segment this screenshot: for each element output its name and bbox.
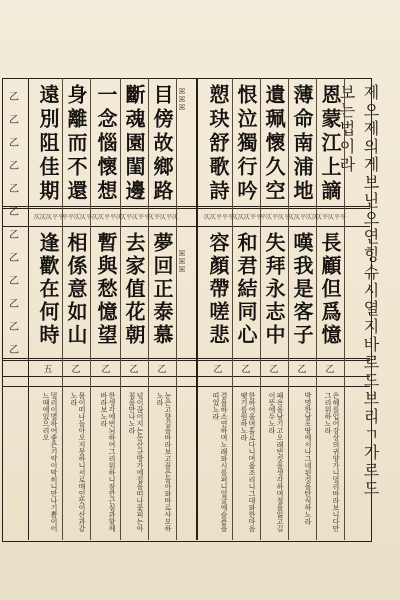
hanja-line: 恨泣獨行吟 xyxy=(234,84,258,204)
poem-line-lower xyxy=(62,232,90,347)
hanja-line: 身離而不還 xyxy=(64,84,88,204)
hanja-line: 愬玦舒歌詩 xyxy=(206,84,230,204)
hanja-line: 逢歡在何時 xyxy=(36,232,60,347)
tone-marks: 仄仄平平平 xyxy=(204,214,235,221)
divider-top xyxy=(2,206,370,209)
divider-notes xyxy=(2,386,370,387)
poem-line-upper xyxy=(316,84,344,204)
poem-line-lower xyxy=(288,232,316,347)
korean-annotation: 멀리이별하여좋은기약이막히니만나기쁨이어느때에있으리오 xyxy=(42,392,58,532)
tone-marks: 平平仄仄平 xyxy=(62,214,93,221)
hanja-line: 失拜永志中 xyxy=(262,232,286,347)
tone-marks: 平仄平仄平 xyxy=(260,214,291,221)
poem-line-lower xyxy=(204,232,232,347)
hanja-line: 相係意如山 xyxy=(64,232,88,347)
korean-annotation: 눈은고향길을바라보고꿈은돌아와바로사모하노라 xyxy=(156,392,172,532)
margin-title: 제오제의게보닌오연힝슈시열지바로도브리ㄱ가로도보는법이라 xyxy=(337,84,380,498)
poem-line-lower xyxy=(260,232,288,347)
bird-ornament: ꕤ ꕤ ꕤ xyxy=(178,249,186,274)
hanja-line: 去家值花朝 xyxy=(122,232,146,347)
left-marker: 乙 xyxy=(9,275,19,287)
poem-line-lower xyxy=(92,232,120,347)
tone-marks: 仄平仄平平 xyxy=(316,214,347,221)
tone-marks: 仄仄平仄仄 xyxy=(288,214,319,221)
divider-middle xyxy=(2,358,370,361)
left-marker: 乙 xyxy=(9,91,19,103)
poem-line-upper xyxy=(34,84,62,204)
korean-annotation: 한하여울며홀로다니며읊조리니그대와한마음맺기를원하노라 xyxy=(240,392,256,532)
korean-annotation: 박명한남포땅에서나그네된것을탄식하노라 xyxy=(304,392,312,525)
hanja-line: 嘆我是客子 xyxy=(290,232,314,347)
left-marker: 乙 xyxy=(9,252,19,264)
korean-annotation: 넋이끊어지는동산규방가에집을떠나꽃피는아침을만나노라 xyxy=(128,392,144,532)
left-marker: 乙 xyxy=(9,229,19,241)
left-marker: 乙 xyxy=(9,344,19,356)
divider-lower xyxy=(2,376,370,377)
poem-line-lower xyxy=(34,232,62,347)
hanja-line: 遠別阻佳期 xyxy=(36,84,60,204)
poem-line-upper xyxy=(260,84,288,204)
tone-marks: 仄仄平平仄 xyxy=(92,214,123,221)
bird-ornament: ꕤ ꕤ ꕤ xyxy=(178,87,186,112)
poem-line-upper xyxy=(62,84,90,204)
hanja-line: 和君結同心 xyxy=(234,232,258,347)
poem-line-upper xyxy=(204,84,232,204)
left-marker: 乙 xyxy=(9,321,19,333)
column-rule xyxy=(90,78,91,540)
korean-annotation: 결을하소연하며노래와시를펴니얼굴에슬픔을띠었노라 xyxy=(212,392,228,532)
column-number: 乙 xyxy=(269,365,279,375)
poem-line-upper xyxy=(92,84,120,204)
left-marker: 乙 xyxy=(9,183,19,195)
tone-marks: 仄仄仄平平 xyxy=(34,214,65,221)
korean-annotation: 한생각에번뇌하여그리워하니잠깐근심과함께바라보노라 xyxy=(100,392,116,532)
left-marker: 乙 xyxy=(9,206,19,218)
poem-line-lower xyxy=(316,232,344,347)
hanja-line: 薄命南浦地 xyxy=(290,84,314,204)
column-number: 五 xyxy=(43,365,53,375)
hanja-line: 容顏帶嗟悲 xyxy=(206,232,230,347)
divider-upper xyxy=(2,226,370,227)
poem-line-lower xyxy=(232,232,260,347)
tone-marks: 仄平仄平平 xyxy=(120,214,151,221)
column-number: 乙 xyxy=(101,365,111,375)
hanja-line: 一念惱懷想 xyxy=(94,84,118,204)
column-rule xyxy=(344,78,345,540)
left-marker: 乙 xyxy=(9,298,19,310)
column-number: 乙 xyxy=(325,365,335,375)
hanja-line: 暫與愁憶望 xyxy=(94,232,118,347)
poem-line-upper xyxy=(232,84,260,204)
tone-marks: 仄仄仄平平 xyxy=(232,214,263,221)
column-rule xyxy=(176,78,177,540)
hanja-line: 恩蒙江上謫 xyxy=(318,84,342,204)
column-number: 乙 xyxy=(241,365,251,375)
center-rule xyxy=(196,78,198,540)
korean-annotation: 은혜를입어강상의귀양가니멀리바라보니다만그리워하노라 xyxy=(324,392,340,532)
hanja-line: 遺珮懷久空 xyxy=(262,84,286,204)
left-column-rule xyxy=(28,78,29,540)
hanja-line: 目傍故鄉路 xyxy=(150,84,174,204)
column-number: 乙 xyxy=(213,365,223,375)
korean-annotation: 패옥을남기고오래빈것을생각하며절을잃고길이뜻에두노라 xyxy=(268,392,284,532)
column-number: 乙 xyxy=(297,365,307,375)
korean-annotation: 몸이떠나돌아오지못하니서로매인뜻이산과같노라 xyxy=(70,392,86,532)
tone-marks: 仄平仄平仄 xyxy=(148,214,179,221)
column-number: 乙 xyxy=(157,365,167,375)
hanja-line: 斷魂園閨邊 xyxy=(122,84,146,204)
column-number: 乙 xyxy=(129,365,139,375)
poem-line-upper xyxy=(120,84,148,204)
poem-line-upper xyxy=(288,84,316,204)
left-marker: 乙 xyxy=(9,114,19,126)
hanja-line: 長顧但爲憶 xyxy=(318,232,342,347)
column-number: 乙 xyxy=(71,365,81,375)
left-marker: 乙 xyxy=(9,160,19,172)
hanja-line: 夢回正泰慕 xyxy=(150,232,174,347)
left-marker: 乙 xyxy=(9,137,19,149)
poem-line-lower xyxy=(120,232,148,347)
